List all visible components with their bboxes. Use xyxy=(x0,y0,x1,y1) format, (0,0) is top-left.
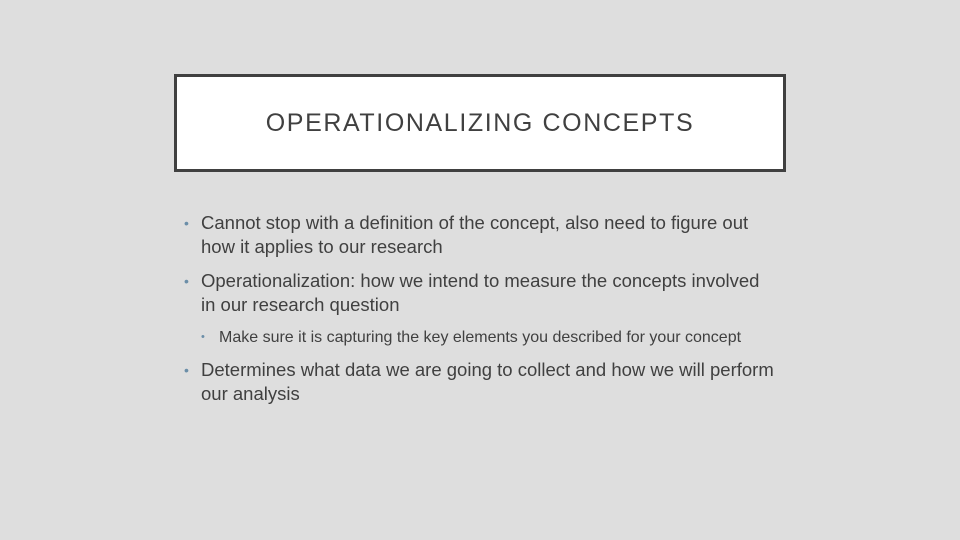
bullet-text: Cannot stop with a definition of the concept, also need to figure out how it applies to our research xyxy=(201,212,749,257)
sub-bullet-list xyxy=(201,327,774,348)
bullet-text: Operationalization: how we intend to measure the concepts involved in our research question xyxy=(201,270,760,315)
slide-title: OPERATIONALIZING CONCEPTS xyxy=(265,108,695,137)
sub-bullet-text: Make sure it is capturing the key elements you described for your concept xyxy=(219,329,742,346)
bullet-item xyxy=(184,211,774,259)
bullet-item xyxy=(184,358,774,406)
bullet-dot-icon: • xyxy=(184,215,189,231)
bullet-item xyxy=(184,269,774,348)
sub-bullet-dot-icon: • xyxy=(201,331,205,343)
bullet-dot-icon: • xyxy=(184,362,189,378)
bullet-list xyxy=(184,211,774,416)
sub-bullet-item xyxy=(201,327,774,348)
title-box xyxy=(174,74,786,172)
bullet-dot-icon: • xyxy=(184,273,189,289)
bullet-text: Determines what data we are going to collect and how we will perform our analysis xyxy=(201,359,774,404)
